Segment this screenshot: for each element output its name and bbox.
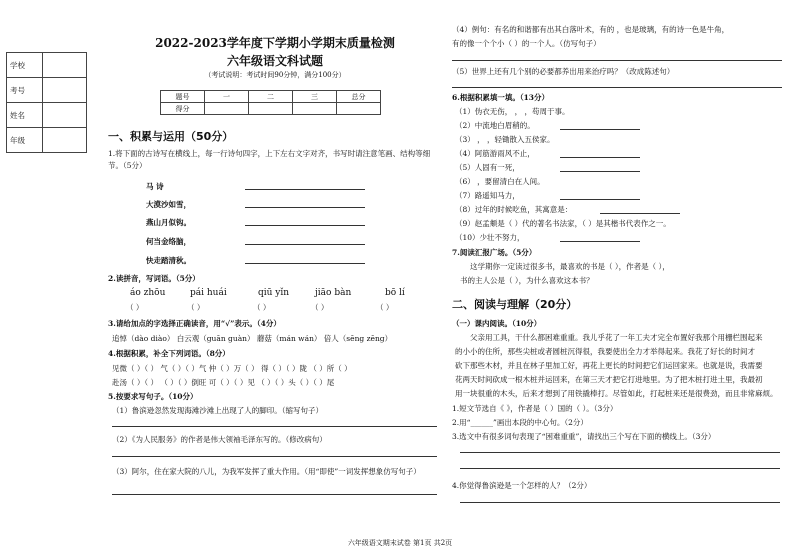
answer-line[interactable] (560, 241, 640, 242)
name-field[interactable] (43, 103, 87, 128)
q5-item: （1）鲁滨逊忽然发现海滩沙滩上出现了人的脚印。（缩写句子） (112, 406, 324, 415)
page-subtitle: 六年级语文科试题 (226, 54, 323, 68)
passage-line: 的小小的住所，那些尖桩或者圆桩沉得很，我要使出全力才举得起来。我花了好长的时间才 (455, 347, 755, 356)
score-total: 总分 (337, 91, 381, 103)
section1-title: 一、积累与运用（50分） (108, 130, 234, 143)
q6-item: （1）伪衣无伤， ， ，苟周于事。 (455, 107, 570, 116)
score-cell[interactable] (205, 103, 249, 115)
answer-line[interactable] (460, 468, 780, 469)
q6-item: （6） ，要留清白在人间。 (455, 177, 545, 186)
q3-items: 追悼（dào diào） 白云观（guān guàn） 蘑菇（mán wán） 倍人（sēng zēng） (112, 334, 393, 343)
score-cell[interactable] (337, 103, 381, 115)
poem-title: 马 诗 (146, 182, 164, 191)
q6-item: （10）少壮不努力， (455, 233, 525, 242)
poem-line: 燕山月似钩。 (146, 218, 191, 227)
reading-subtitle: （一）课内阅读。（10分） (452, 319, 542, 328)
exam-note: （考试说明：考试时间90分钟，满分100分） (204, 71, 346, 79)
answer-parens[interactable]: （ ） (311, 303, 329, 312)
score-col-1: 一 (205, 91, 249, 103)
passage-line: 砍下那些木材，并且在林子里加工好，再花上更长的时间把它们运回家来。也就是说，我需要 (455, 361, 763, 370)
school-field[interactable] (43, 53, 87, 78)
answer-line[interactable] (112, 456, 437, 457)
pinyin: qiū yǐn (258, 288, 290, 298)
q7-line: 书的主人公是（ ），为什么喜欢这本书？ (460, 276, 594, 285)
q5-item: （2）《为人民服务》的作者是伟大领袖毛泽东写的。（修改病句） (112, 435, 327, 444)
answer-line[interactable] (245, 225, 365, 226)
reading-q4: 4.你觉得鲁滨逊是一个怎样的人？（2分） (452, 481, 592, 490)
answer-line[interactable] (245, 207, 365, 208)
answer-parens[interactable]: （ ） (376, 303, 394, 312)
score-col-3: 三 (293, 91, 337, 103)
answer-line[interactable] (600, 213, 680, 214)
score-row-label: 得分 (161, 103, 205, 115)
grade-label: 年级 (7, 128, 43, 153)
q7-title: 7.阅读汇报广场。（5分） (452, 248, 537, 257)
page-footer: 六年级语文期末试卷 第1页 共2页 (347, 539, 453, 547)
reading-q2: 2.用“______”画出本段的中心句。（2分） (452, 418, 588, 427)
answer-line[interactable] (560, 199, 640, 200)
exam-number-label: 考号 (7, 78, 43, 103)
reading-q3: 3.选文中有很多词句表现了“困难重重”，请找出三个写在下面的横线上。（3分） (452, 432, 716, 441)
q6-item: （8）过年的时候吃鱼，其寓意是： (455, 205, 573, 214)
passage-line: 花两天时间砍成一根木桩并运回来，在第三天才把它打进地里。为了把木桩打进土里，我最初 (455, 375, 763, 384)
q4-text: 4.根据积累，补全下列词语。（8分） (108, 349, 230, 358)
name-label: 姓名 (7, 103, 43, 128)
q5-text: 5.按要求写句子。（10分） (108, 392, 198, 401)
s5-text: （5）世界上还有几个别的必要都养出用来治疗吗？（改成陈述句） (452, 67, 675, 76)
answer-line[interactable] (112, 494, 437, 495)
q6-title: 6.根据积累填一填。（13分） (452, 93, 550, 102)
q7-line: 这学期你一定读过很多书，最喜欢的书是（ ），作者是（ ）， (470, 262, 670, 271)
answer-line[interactable] (452, 87, 782, 88)
passage-line: 用一块很重的木头，后来才想到了用铁撬棒打。尽管如此，打起桩来还是很费劲，而且非常麻烦。 (455, 389, 778, 398)
answer-line[interactable] (460, 502, 780, 503)
reading-q1: 1.短文节选自《 》，作者是（ ）国的（ ）。（3分） (452, 404, 618, 413)
q6-item: （9）赵孟頫是（ ）代的著名书法家，（ ）是其楷书代表作之一。 (455, 219, 671, 228)
answer-line[interactable] (460, 452, 780, 453)
answer-line[interactable] (245, 263, 365, 264)
score-col-2: 二 (249, 91, 293, 103)
q1-text: 1.将下面的古诗写在横线上，每一行诗句四字，上下左右文字对齐，书写时请注意笔画、结构等细节。（5分） (108, 149, 431, 170)
q4-row: 见微（ ）（ ） 气（ ）（ ）气 仲（ ）万（ ） 得（ ）（ ）陇 （ ）所（ ） (112, 364, 352, 373)
grade-field[interactable] (43, 128, 87, 153)
q6-item: （7）路遥知马力， (455, 191, 520, 200)
school-label: 学校 (7, 53, 43, 78)
s4-text: （4）例句：有名的和谐都有出其白落叶术，有的 ，也是玻璃，有的诗一色是牛角， (452, 25, 730, 34)
answer-line[interactable] (560, 157, 640, 158)
answer-parens[interactable]: （ ） (253, 303, 271, 312)
score-table (160, 90, 381, 115)
student-info-table (6, 52, 87, 153)
poem-line: 大漠沙如雪， (146, 200, 191, 209)
answer-line[interactable] (560, 171, 640, 172)
section2-title: 二、阅读与理解（20分） (452, 298, 578, 311)
pinyin: pái huái (190, 288, 227, 298)
score-cell[interactable] (249, 103, 293, 115)
passage-line: 父亲用工具，干什么都困难重重。我儿乎花了一年工夫才完全布置好我那个用栅栏围起来 (470, 333, 763, 342)
q3-text: 3.请给加点的字选择正确读音，用“√”表示。（4分） (108, 319, 281, 328)
q6-item: （5）人固有一死， (455, 163, 520, 172)
answer-line[interactable] (452, 60, 782, 61)
s4-text-b: 有的像一个个小（ ）的一个人。（仿写句子） (452, 39, 601, 48)
q6-item: （3） ， ，轻锄散入五侯家。 (455, 135, 555, 144)
q4-row: 赴汤（ ）（ ） （ ）（ ）倒旺 可（ ）（ ）见 （ ）（ ）头（ ）（ ）尾 (112, 378, 335, 387)
answer-line[interactable] (560, 129, 640, 130)
poem-line: 快走踏清秋。 (146, 256, 191, 265)
poem-line: 何当金络脑， (146, 237, 191, 246)
q2-text: 2.读拼音，写词语。（5分） (108, 274, 200, 283)
answer-line[interactable] (245, 189, 365, 190)
pinyin: áo zhōu (130, 288, 166, 298)
q5-item: （3）阿尔，住在家大院的八儿，为我军发挥了重大作用。（用“即使”一词发挥想象仿写句子） (112, 467, 421, 476)
answer-line[interactable] (112, 426, 437, 427)
q6-item: （4）阿筋游雨风不止， (455, 149, 535, 158)
exam-number-field[interactable] (43, 78, 87, 103)
score-header: 题号 (161, 91, 205, 103)
page-title: 2022-2023学年度下学期小学期末质量检测 (155, 36, 395, 50)
answer-parens[interactable]: （ ） (126, 303, 144, 312)
q6-item: （2）中流地白眉稍的。 (455, 121, 535, 130)
pinyin: bō lí (385, 288, 405, 298)
score-cell[interactable] (293, 103, 337, 115)
pinyin: jiāo bàn (315, 288, 352, 298)
answer-parens[interactable]: （ ） (187, 303, 205, 312)
answer-line[interactable] (245, 244, 365, 245)
